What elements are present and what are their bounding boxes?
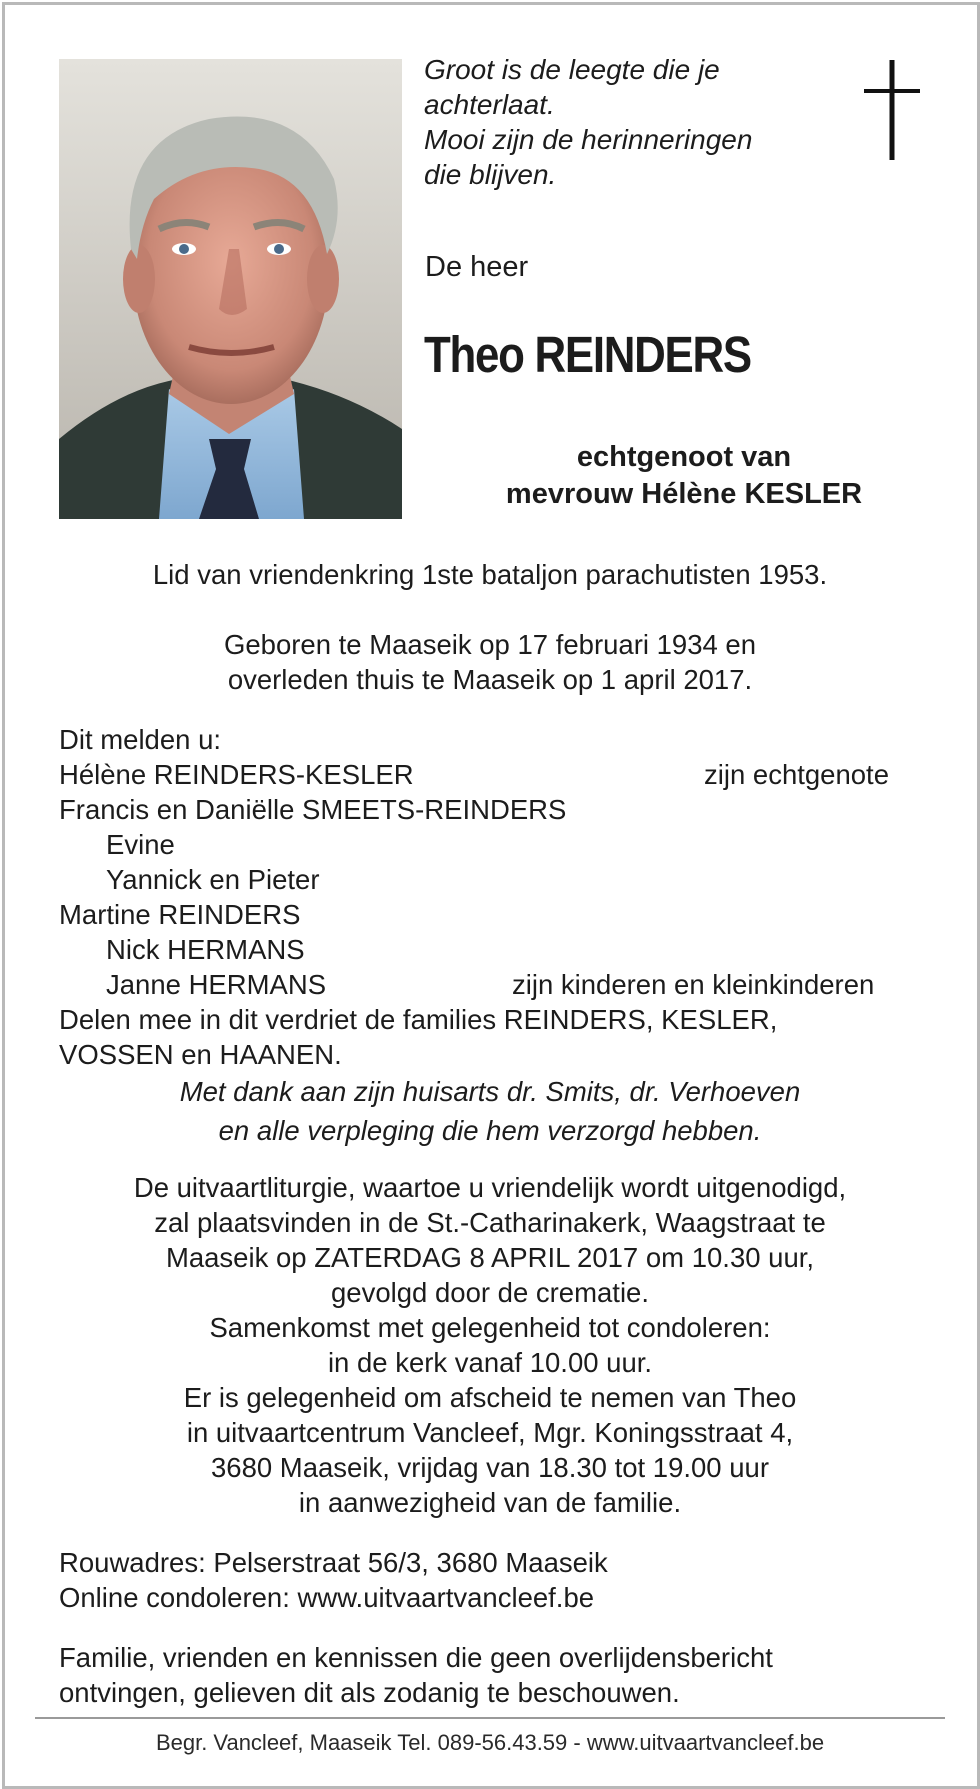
spouse-line-1: echtgenoot van [576, 441, 792, 473]
family-grandchild: Janne HERMANS [106, 969, 327, 1000]
families-line: VOSSEN en HAANEN. [59, 1039, 342, 1070]
ceremony-line: De uitvaartliturgie, waartoe u vriendelijk wordt uitgenodigd, [133, 1172, 847, 1203]
spouse-line-2: mevrouw Hélène KESLER [505, 478, 863, 510]
ceremony-details [0, 1170, 980, 1520]
families-line: Delen mee in dit verdriet de families REINDERS, KESLER, [59, 1004, 778, 1035]
membership [0, 557, 980, 592]
ceremony-line: Er is gelegenheid om afscheid te nemen van Theo [183, 1382, 797, 1413]
footer: Begr. Vancleef, Maaseik Tel. 089-56.43.59 - www.uitvaartvancleef.be [155, 1730, 825, 1755]
notice-line: Familie, vrienden en kennissen die geen overlijdensbericht [59, 1642, 773, 1673]
family-grandchild: Nick HERMANS [106, 934, 305, 965]
family-child: Martine REINDERS [59, 899, 301, 930]
cross-icon [864, 60, 920, 160]
family-children-role: zijn kinderen en kleinkinderen [512, 969, 875, 1000]
family-intro: Dit melden u: [59, 724, 222, 755]
family-child: Francis en Daniëlle SMEETS-REINDERS [59, 794, 567, 825]
family-spouse-role: zijn echtgenote [704, 759, 889, 790]
family-grandchild: Yannick en Pieter [106, 864, 320, 895]
family-spouse-name: Hélène REINDERS-KESLER [59, 759, 414, 790]
death-line: overleden thuis te Maaseik op 1 april 2017. [227, 664, 753, 695]
poem-line: Groot is de leegte die je [424, 54, 720, 85]
thanks-line: en alle verpleging die hem verzorgd hebben. [218, 1115, 762, 1146]
ceremony-line: in aanwezigheid van de familie. [298, 1487, 682, 1518]
membership-text: Lid van vriendenkring 1ste bataljon parachutisten 1953. [152, 559, 828, 590]
poem-line: Mooi zijn de herinneringen [424, 124, 753, 155]
portrait-illustration [59, 59, 402, 519]
birth-line: Geboren te Maaseik op 17 februari 1934 en [223, 629, 757, 660]
family-grandchild: Evine [106, 829, 175, 860]
deceased-name: Theo REINDERS [424, 326, 751, 383]
spouse-block [424, 439, 944, 513]
ceremony-line: 3680 Maaseik, vrijdag van 18.30 tot 19.00 uur [210, 1452, 769, 1483]
ceremony-line: Samenkomst met gelegenheid tot condoleren: [209, 1312, 771, 1343]
family-row-spouse [59, 757, 929, 792]
poem-line: achterlaat. [424, 89, 555, 120]
online-condolence-link[interactable]: Online condoleren: www.uitvaartvancleef.be [59, 1582, 595, 1613]
ceremony-line: in uitvaartcentrum Vancleef, Mgr. Koningsstraat 4, [186, 1417, 794, 1448]
birth-death [0, 627, 980, 697]
mourning-address: Rouwadres: Pelserstraat 56/3, 3680 Maaseik [59, 1547, 608, 1578]
divider [35, 1717, 945, 1719]
notice-line: ontvingen, gelieven dit als zodanig te beschouwen. [59, 1677, 680, 1708]
portrait-photo [59, 59, 402, 519]
family-row-children [59, 967, 929, 1002]
thanks-line: Met dank aan zijn huisarts dr. Smits, dr. Verhoeven [179, 1076, 801, 1107]
ceremony-line: gevolgd door de crematie. [331, 1277, 649, 1308]
ceremony-line: in de kerk vanaf 10.00 uur. [327, 1347, 653, 1378]
thanks [0, 1072, 980, 1150]
poem-line: die blijven. [424, 159, 557, 190]
notice-block [59, 1640, 773, 1710]
honorific: De heer [425, 251, 529, 283]
ceremony-line: zal plaatsvinden in de St.-Catharinakerk, Waagstraat te [154, 1207, 826, 1238]
poem [424, 52, 804, 192]
family-list [59, 722, 929, 1072]
address-block [59, 1545, 608, 1615]
ceremony-line: Maaseik op ZATERDAG 8 APRIL 2017 om 10.30 uur, [165, 1242, 815, 1273]
